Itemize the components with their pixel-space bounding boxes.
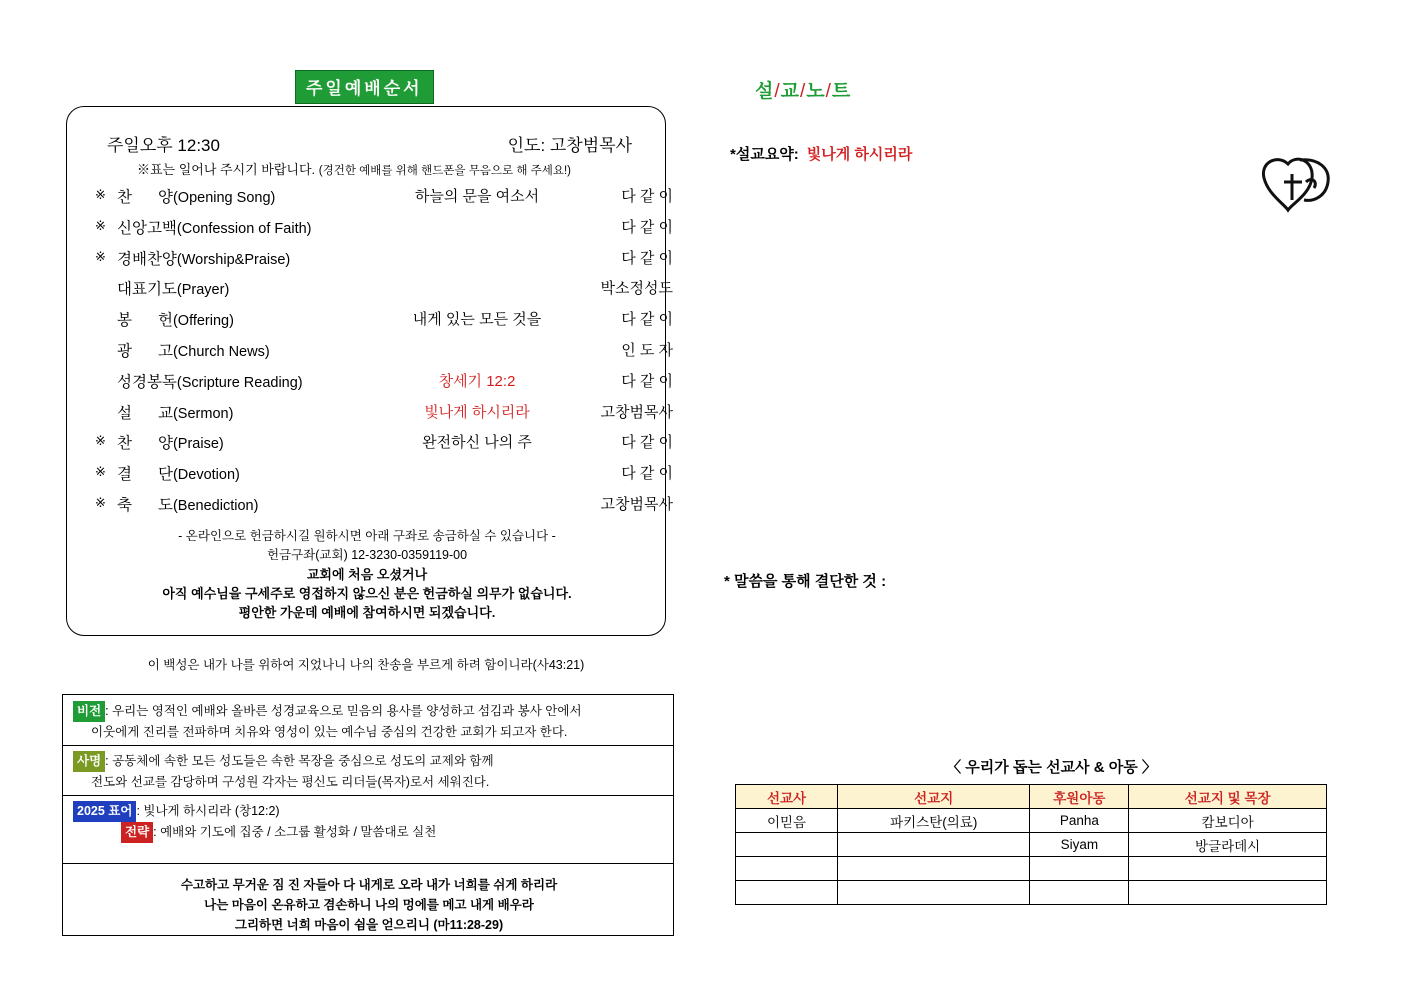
order-name-ko2: 양 [157,435,173,453]
mission-line2: 전도와 선교를 감당하며 구성원 각자는 평신도 리더들(목자)로서 세워진다. [91,775,490,789]
mission-table [735,784,1327,905]
slogan-line1: : 빛나게 하시리라 (창12:2) [136,804,280,818]
church-logo-icon [1258,152,1336,214]
slogan-tag: 2025 표어 [73,801,136,822]
order-name-ko: 경배찬양 [117,250,177,268]
vision-mission-box [62,694,674,936]
divider [63,795,673,796]
mission-tag: 사명 [73,751,105,772]
order-name [117,308,357,330]
vision-block [73,701,665,743]
order-row [95,339,673,370]
order-person: 다 같 이 [621,188,673,205]
table-row [736,833,1327,857]
mission-line1: : 공동체에 속한 모든 성도들은 속한 목장을 중심으로 성도의 교제와 함께 [105,754,494,768]
bottom-verse-line1: 수고하고 무거운 짐 진 자들아 다 내게로 오라 내가 너희를 쉬게 하리라 [180,878,558,892]
cell-field [838,857,1030,881]
bottom-verse-line2: 나는 마음이 온유하고 겸손하니 나의 멍에를 메고 내게 배우라 [204,898,534,912]
service-order-title: 주일예배순서 [295,70,434,104]
newcomer-line3: 평안한 가운데 예배에 참여하시면 되겠습니다. [238,605,496,620]
service-order-box [66,106,673,636]
sermon-note-title [755,76,851,103]
bottom-verse-block [63,875,675,935]
order-name-ko2: 고 [157,342,173,360]
order-name [117,277,357,299]
order-person: 다 같 이 [621,311,673,329]
cell-field-district [1129,857,1327,881]
order-person: 인 도 자 [621,341,673,359]
order-name-ko: 성경봉독 [117,373,177,391]
order-name-en: (Worship&Praise) [176,251,291,268]
service-note-paren: (경건한 예배를 위해 핸드폰을 무음으로 해 주세요!) [318,165,571,177]
sermon-note-slash-3: / [825,81,832,102]
scripture-quote: 이 백성은 내가 나를 위하여 지었나니 나의 찬송을 부르게 하려 함이니라(사43:21) [147,658,585,672]
order-person: 다 같 이 [621,434,673,452]
mission-block [73,751,665,793]
order-name-ko: 대표기도 [117,281,177,299]
order-row [95,462,673,493]
strategy-text: : 예배와 기도에 집중 / 소그룹 활성화 / 말씀대로 실천 [153,825,437,839]
order-name-en: (Offering) [172,313,234,330]
order-name-ko2: 도 [157,496,173,514]
table-row [736,857,1327,881]
sermon-note-slash-1: / [774,81,781,102]
order-row [95,370,673,401]
cell-field-district: 방글라데시 [1129,833,1327,857]
table-header-row [736,785,1327,809]
col-header-missionary: 선교사 [736,785,838,809]
order-name [117,431,357,453]
order-name [117,401,357,423]
order-name-ko2: 교 [157,404,173,422]
service-order-rows [95,185,673,524]
service-header [107,131,632,156]
col-header-field: 선교지 [838,785,1030,809]
order-name-ko: 봉 [117,312,132,330]
cell-field-district [1129,881,1327,905]
order-row [95,308,673,339]
right-column [700,0,1403,992]
order-mark: ※ [95,494,106,510]
order-name-ko: 찬 [117,189,132,206]
cell-field [838,881,1030,905]
order-subject: 완전하신 나의 주 [422,434,532,452]
left-column [0,0,700,992]
col-header-field-district: 선교지 및 목장 [1129,785,1327,809]
mission-table-title: 〈 우리가 돕는 선교사 & 아동 〉 [946,759,1157,776]
newcomer-line2: 아직 예수님을 구세주로 영접하지 않으신 분은 헌금하실 의무가 없습니다. [162,586,572,601]
order-name-ko: 설 [117,404,132,422]
order-row [95,277,673,308]
offering-account-line: 헌금구좌(교회) 12-3230-0359119-00 [266,548,468,562]
order-name-ko: 신앙고백 [117,219,177,237]
cell-field [838,833,1030,857]
order-row [95,401,673,432]
offering-online-line: - 온라인으로 헌금하시길 원하시면 아래 구좌로 송금하실 수 있습니다 - [178,529,556,543]
order-name-en: (Prayer) [176,282,230,299]
bottom-verse-line3: 그리하면 너희 마음이 쉼을 얻으리니 (마11:28-29) [234,918,504,932]
order-name-en: (Devotion) [172,467,240,484]
order-subject: 하늘의 문을 여소서 [414,188,540,205]
order-row [95,493,673,524]
cell-missionary [736,881,838,905]
decision-prompt: * 말씀을 통해 결단한 것 : [724,573,887,590]
order-person: 다 같 이 [621,249,673,267]
order-person: 다 같 이 [621,218,673,236]
order-name-ko: 광 [117,342,132,360]
order-row [95,216,673,247]
sermon-summary-value: 빛나게 하시리라 [806,146,913,163]
slogan-block [73,801,665,843]
order-name [117,247,357,269]
sermon-note-title-b: 교 [780,81,800,102]
order-name [117,370,357,392]
service-note-prefix: ※표는 일어나 주시기 바랍니다. [137,162,316,177]
newcomer-line1: 교회에 처음 오셨거나 [306,567,428,582]
cell-field: 파키스탄(의료) [838,809,1030,833]
service-note [137,159,571,178]
sermon-summary-label: *설교요약: [730,146,799,163]
order-name-en: (Praise) [172,436,224,453]
table-row [736,881,1327,905]
table-row [736,809,1327,833]
order-name-en: (Opening Song) [172,190,276,206]
vision-line2: 이웃에게 진리를 전파하며 치유와 영성이 있는 예수님 중심의 건강한 교회가 되고자 한다. [91,725,568,739]
order-name-ko: 축 [117,496,132,514]
cell-child: Panha [1030,809,1129,833]
order-subject: 내게 있는 모든 것을 [412,311,542,329]
order-name-en: (Sermon) [172,405,234,422]
sermon-note-title-d: 트 [831,81,852,102]
divider [63,863,673,864]
order-mark: ※ [95,187,106,202]
order-name [117,462,357,484]
order-row [95,431,673,462]
order-name-en: (Confession of Faith) [176,220,312,237]
order-mark: ※ [95,433,106,449]
order-person: 다 같 이 [621,465,673,483]
order-person: 박소정성도 [600,280,673,298]
sermon-note-slash-2: / [800,81,807,102]
order-person: 다 같 이 [621,372,673,390]
sermon-summary [730,143,912,164]
order-name [117,216,357,238]
order-name [117,185,357,207]
sermon-note-title-c: 노 [806,81,826,102]
order-subject: 창세기 12:2 [438,372,516,390]
order-mark: ※ [95,217,106,233]
order-row [95,185,673,216]
cell-child [1030,881,1129,905]
order-mark: ※ [95,464,106,480]
order-subject: 빛나게 하시리라 [424,403,530,421]
cell-child [1030,857,1129,881]
vision-line1: : 우리는 영적인 예배와 올바른 성경교육으로 믿음의 용사를 양성하고 섬김과 봉사 안에서 [105,704,582,718]
order-name [117,339,357,361]
sermon-note-title-a: 설 [755,81,775,102]
order-name-ko2: 헌 [157,312,173,330]
order-name-en: (Benediction) [172,497,259,514]
order-name-ko: 찬 [117,435,132,453]
cell-missionary: 이믿음 [736,809,838,833]
strategy-tag: 전략 [121,822,153,843]
cell-missionary [736,833,838,857]
service-time: 주일오후 12:30 [107,136,220,155]
order-row [95,247,673,278]
order-name-ko2: 양 [157,189,173,206]
cell-field-district: 캄보디아 [1129,809,1327,833]
order-person: 고창범목사 [600,403,673,421]
strategy-line [73,822,665,843]
cell-missionary [736,857,838,881]
divider [63,745,673,746]
order-name-ko: 결 [117,466,132,484]
vision-tag: 비전 [73,701,105,722]
order-name-ko2: 단 [157,466,173,484]
order-name-en: (Scripture Reading) [176,374,303,391]
order-mark: ※ [95,248,106,264]
order-name-en: (Church News) [172,343,270,360]
col-header-child: 후원아동 [1030,785,1129,809]
cell-child: Siyam [1030,833,1129,857]
order-person: 고창범목사 [600,495,673,513]
service-leader: 인도: 고창범목사 [507,136,632,155]
offering-footer [67,527,667,622]
order-name [117,493,357,515]
